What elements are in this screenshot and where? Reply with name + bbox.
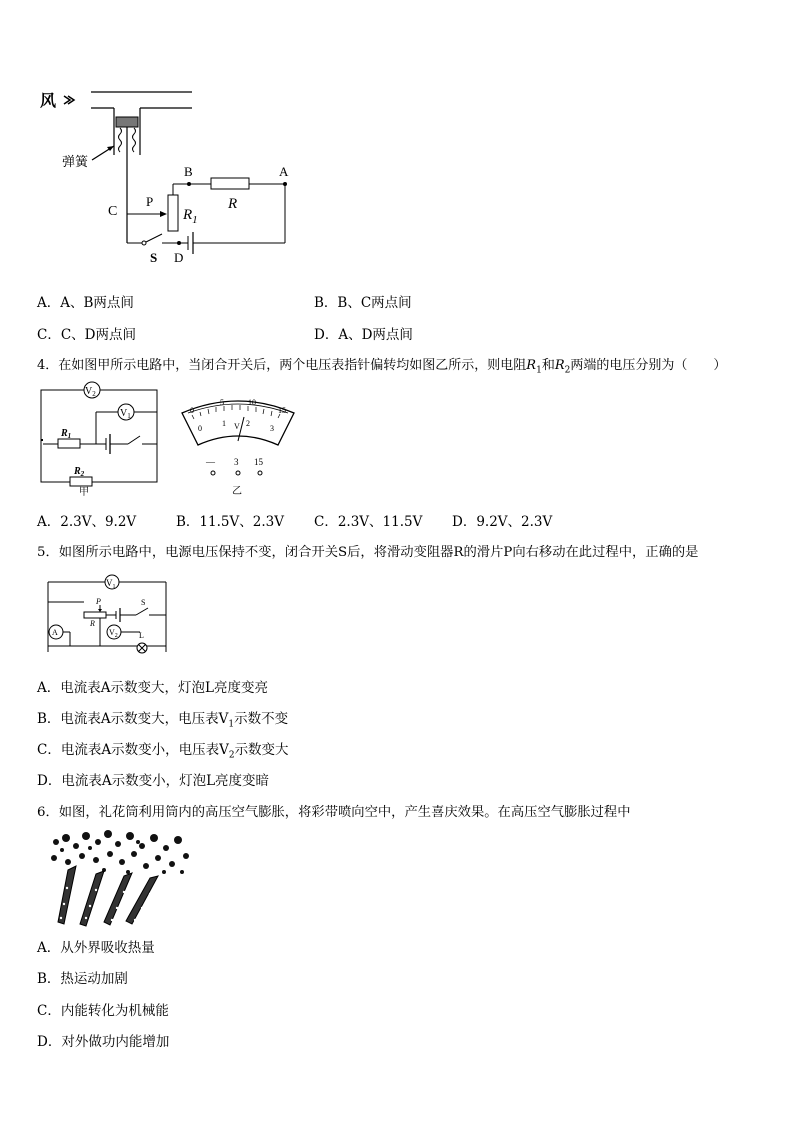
svg-text:V2: $V_2$ — [109, 628, 118, 639]
svg-text:C: C — [108, 204, 118, 219]
svg-text:15: 15 — [278, 406, 286, 415]
q6-stem: 6．如图，礼花筒利用筒内的高压空气膨胀，将彩带喷向空中，产生喜庆效果。在高压空气膨胀过程中 — [37, 805, 631, 820]
wind-label: 风 — [40, 93, 57, 110]
svg-text:R: R — [228, 196, 238, 212]
svg-text:3: 3 — [270, 424, 274, 433]
svg-text:乙: 乙 — [232, 486, 242, 497]
svg-text:2: 2 — [246, 419, 250, 428]
q4-option-c[interactable]: C．2.3V、11.5V — [314, 514, 423, 530]
q3-option-a[interactable]: A．A、B两点间 — [37, 295, 134, 311]
confetti-cannon-image — [46, 828, 192, 928]
svg-text:A: A — [52, 628, 58, 637]
r2-resistor — [70, 477, 92, 486]
q6-option-b[interactable]: B．热运动加剧 — [37, 971, 128, 987]
svg-text:V: V — [234, 422, 240, 431]
svg-text:—: — — [206, 457, 215, 467]
svg-text:L: L — [139, 631, 144, 640]
q4-stem: 4．在如图甲所示电路中，当闭合开关后，两个电压表指针偏转均如图乙所示，则电阻$R_1$和$R_2$两端的电压分别为（ ） — [37, 358, 727, 376]
q3-option-c[interactable]: C．C、D两点间 — [37, 327, 136, 343]
q3-option-d[interactable]: D．A、D两点间 — [314, 327, 413, 343]
q3-option-b[interactable]: B．B、C两点间 — [314, 295, 412, 311]
svg-text:V1: $V_1$ — [120, 408, 131, 420]
svg-text:3: 3 — [234, 457, 239, 467]
q3-circuit-figure — [36, 80, 306, 270]
svg-text:5: 5 — [220, 398, 224, 407]
svg-text:V2: $V_2$ — [85, 386, 96, 398]
svg-text:甲: 甲 — [79, 487, 89, 498]
slide-rheostat — [84, 612, 106, 618]
svg-text:A: A — [279, 164, 289, 179]
svg-text:0: 0 — [190, 406, 194, 415]
q5-option-a[interactable]: A．电流表A示数变大，灯泡L亮度变亮 — [37, 680, 268, 696]
q5-option-c[interactable]: C．电流表A示数变小，电压表$V_2$示数变大 — [37, 742, 289, 761]
svg-text:S: S — [141, 598, 146, 607]
svg-text:0: 0 — [198, 424, 202, 433]
svg-text:15: 15 — [254, 457, 263, 467]
q6-option-d[interactable]: D．对外做功内能增加 — [37, 1034, 170, 1050]
q5-stem: 5．如图所示电路中，电源电压保持不变，闭合开关S后，将滑动变阻器R的滑片P向右移动在此过程中，正确的是 — [37, 545, 699, 560]
q4-voltmeter-dial-yi — [178, 395, 298, 500]
spring-label: 弹簧 — [62, 154, 89, 169]
wind-arrow-icon — [64, 96, 74, 104]
svg-text:V1: $V_1$ — [106, 578, 116, 590]
svg-text:10: 10 — [248, 398, 256, 407]
r1-resistor — [58, 439, 80, 448]
svg-text:B: B — [184, 164, 193, 179]
wind-plate — [116, 117, 138, 127]
svg-text:R2: $R_2$ — [74, 466, 85, 478]
svg-text:D: D — [174, 250, 184, 265]
q4-option-d[interactable]: D．9.2V、2.3V — [452, 514, 553, 530]
q5-option-b[interactable]: B．电流表A示数变大，电压表$V_1$示数不变 — [37, 711, 289, 730]
q5-circuit-figure — [40, 573, 174, 657]
svg-text:S: S — [150, 250, 158, 265]
q4-circuit-jia — [36, 376, 166, 498]
svg-text:1: 1 — [222, 419, 226, 428]
svg-text:R: R — [90, 619, 95, 628]
q6-option-c[interactable]: C．内能转化为机械能 — [37, 1003, 169, 1019]
q6-option-a[interactable]: A．从外界吸收热量 — [37, 940, 155, 956]
svg-text:R1: $R_1$ — [61, 428, 72, 440]
svg-text:P: P — [96, 597, 101, 606]
r-resistor — [211, 178, 249, 189]
r1-resistor — [168, 195, 178, 231]
svg-text:R1: $R_1$ — [183, 207, 198, 226]
q4-option-a[interactable]: A．2.3V、9.2V — [37, 514, 137, 530]
svg-text:P: P — [146, 194, 154, 209]
q5-option-d[interactable]: D．电流表A示数变小，灯泡L亮度变暗 — [37, 773, 270, 789]
q4-option-b[interactable]: B．11.5V、2.3V — [176, 514, 284, 530]
